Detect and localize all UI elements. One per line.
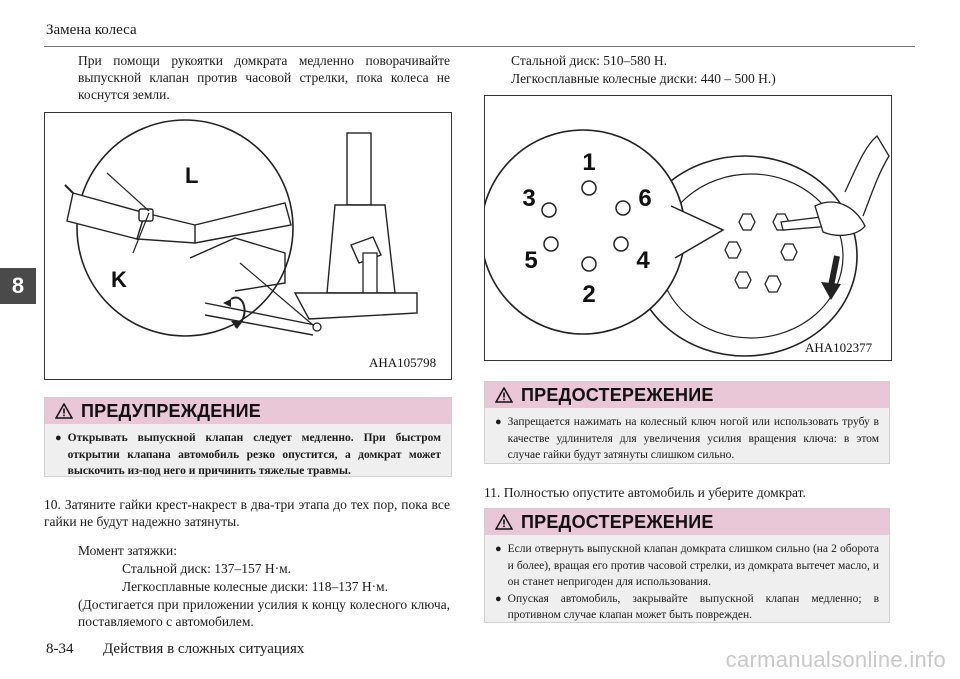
caution-header-2 bbox=[485, 509, 889, 535]
warning-triangle-icon bbox=[55, 403, 73, 419]
header-divider bbox=[44, 46, 915, 47]
warning-box bbox=[44, 397, 452, 477]
running-header: Замена колеса bbox=[46, 22, 137, 38]
caution-title-2: ПРЕДОСТЕРЕЖЕНИЕ bbox=[521, 511, 714, 532]
nut-order-5: 5 bbox=[524, 247, 538, 274]
torque-label: Момент затяжки: bbox=[78, 543, 177, 558]
figure-code: AHA105798 bbox=[369, 355, 437, 370]
bullet-icon: ● bbox=[55, 432, 62, 444]
warning-triangle-icon bbox=[495, 514, 513, 530]
label-k: K bbox=[111, 267, 127, 292]
nut-order-1: 1 bbox=[582, 149, 596, 176]
force-steel: Стальной диск: 510–580 Н. bbox=[511, 53, 667, 68]
caution-item: ● Опуская автомобиль, закрывайте выпускной клапан медленно; в противном случае клапан может быть поврежден. bbox=[495, 591, 879, 624]
bullet-icon: ● bbox=[495, 543, 502, 555]
caution-box-1 bbox=[484, 381, 890, 464]
jack-figure bbox=[44, 112, 452, 380]
torque-note: (Достигается при приложении усилия к концу колесного ключа, поставляемого с автомобилем. bbox=[78, 597, 450, 629]
caution-header-1 bbox=[485, 382, 889, 408]
page-number: 8-34 bbox=[46, 641, 74, 657]
bullet-icon: ● bbox=[495, 592, 502, 605]
wheel-figure bbox=[484, 95, 892, 361]
force-alloy: Легкосплавные колесные диски: 440 – 500 Н.) bbox=[511, 71, 776, 86]
label-l: L bbox=[185, 163, 199, 188]
footer-section-title: Действия в сложных ситуациях bbox=[103, 641, 305, 657]
caution-item: ● Если отвернуть выпускной клапан домкрата слишком сильно (на 2 оборота и более), вращая его против часовой стрелки, из домкрата вытечет масло, и он станет непригоден для использования. bbox=[495, 541, 879, 591]
caution-box-2 bbox=[484, 508, 890, 623]
warning-item: ● Открывать выпускной клапан следует медленно. При быстром открытии клапана автомобиль резко опустится, а домкрат может выскочить из-под него и причинить тяжелые травмы. bbox=[55, 430, 441, 480]
wheel-illustration bbox=[485, 96, 891, 360]
caution-item: ● Запрещается нажимать на колесный ключ ногой или использовать трубу в качестве удлинителя для увеличения усилия вращения ключа: в этом случае гайки будут затянуты слишком сильно. bbox=[495, 414, 879, 464]
torque-alloy: Легкосплавные колесные диски: 118–137 Н·м. bbox=[122, 579, 388, 594]
warning-header bbox=[45, 398, 451, 424]
nut-order-2: 2 bbox=[582, 281, 596, 308]
step-10: 10. Затяните гайки крест-накрест в два-три этапа до тех пор, пока все гайки не будут надежно затянуты. bbox=[44, 497, 450, 529]
bullet-icon: ● bbox=[495, 416, 502, 428]
jack-illustration bbox=[45, 113, 451, 379]
nut-order-3: 3 bbox=[522, 185, 536, 212]
figure-code: AHA102377 bbox=[805, 340, 873, 355]
chapter-tab: 8 bbox=[0, 268, 36, 304]
warning-triangle-icon bbox=[495, 387, 513, 403]
nut-order-4: 4 bbox=[636, 247, 650, 274]
warning-title: ПРЕДУПРЕЖДЕНИЕ bbox=[81, 400, 261, 421]
intro-paragraph: При помощи рукоятки домкрата медленно поворачивайте выпускной клапан против часовой стрелки, пока колеса не коснутся земли. bbox=[78, 53, 450, 102]
watermark: carmanualsonline.info bbox=[725, 647, 946, 672]
step-11: 11. Полностью опустите автомобиль и уберите домкрат. bbox=[484, 485, 806, 500]
nut-order-6: 6 bbox=[638, 185, 652, 212]
caution-title-1: ПРЕДОСТЕРЕЖЕНИЕ bbox=[521, 384, 714, 405]
torque-steel: Стальной диск: 137–157 Н·м. bbox=[122, 561, 292, 576]
